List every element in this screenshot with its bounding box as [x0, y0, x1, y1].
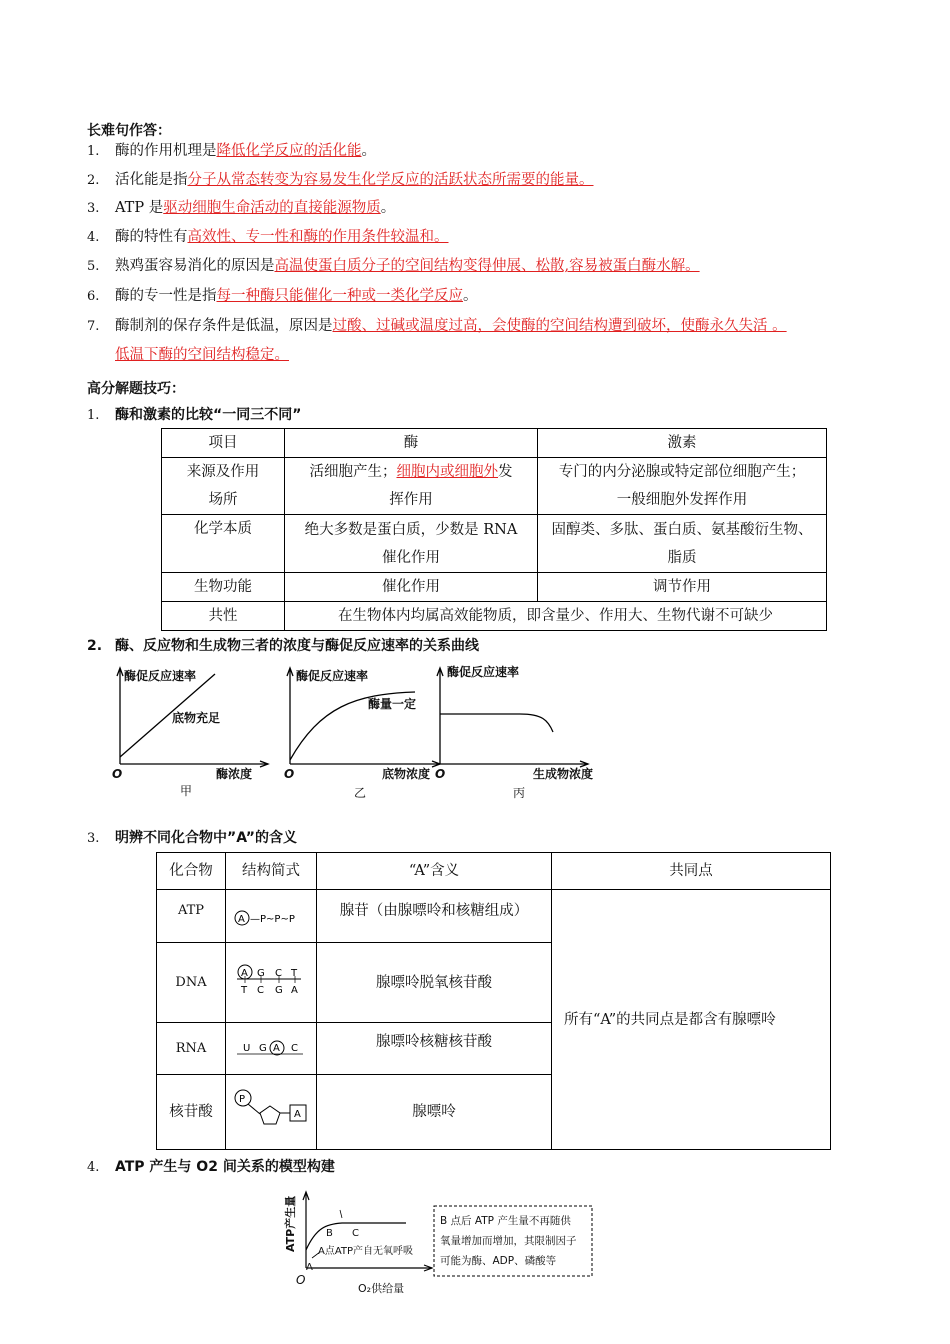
common-point-cell: 所有“A”的共同点是都含有腺嘌呤 — [552, 890, 831, 1150]
list-item: 2. 活化能是指分子从常态转变为容易发生化学反应的活跃状态所需要的能量。 — [87, 172, 594, 188]
point-c: C — [352, 1228, 359, 1239]
table-cell: 化学本质 — [162, 515, 285, 573]
atp-o2-figure — [282, 1188, 602, 1300]
graph3-origin: O — [435, 767, 446, 781]
svg-text:G: G — [259, 1043, 267, 1054]
svg-text:T: T — [241, 985, 248, 996]
table-cell: 专门的内分泌腺或特定部位细胞产生； 一般细胞外发挥作用 — [538, 458, 827, 515]
table-cell: 绝大多数是蛋白质，少数是 RNA 催化作用 — [285, 515, 538, 573]
section-heading-long-answer: 长难句作答： — [87, 123, 171, 139]
svg-text:U: U — [243, 1043, 251, 1054]
svg-text:A: A — [238, 913, 245, 925]
svg-text:T: T — [291, 968, 298, 979]
table-cell: 腺苷（由腺嘌呤和核糖组成） — [317, 890, 552, 943]
y-label: ATP产生量 — [284, 1195, 297, 1252]
graph2-note: 酶量一定 — [368, 697, 417, 711]
table-cell: 腺嘌呤脱氧核苷酸 — [317, 943, 552, 1023]
table-cell: 生物功能 — [162, 573, 285, 602]
rate-curves-figure — [110, 662, 610, 802]
list-item: 6. 酶的专一性是指每一种酶只能催化一种或一类化学反应。 — [87, 288, 478, 304]
subheading-3: 3. 明辨不同化合物中”A”的含义 — [87, 830, 297, 846]
table-header: 化合物 — [157, 853, 226, 890]
table-cell: 固醇类、多肽、蛋白质、氨基酸衍生物、 脂质 — [538, 515, 827, 573]
subheading-2: 2. 酶、反应物和生成物三者的浓度与酶促反应速率的关系曲线 — [87, 638, 479, 654]
nucleotide-structure — [226, 1075, 317, 1150]
rna-structure — [226, 1023, 317, 1075]
table-header: 项目 — [162, 429, 285, 458]
svg-text:A: A — [294, 1108, 301, 1120]
graph1-origin: O — [112, 767, 123, 781]
svg-text:G: G — [275, 985, 283, 996]
note-line: 氧量增加而增加，其限制因子 — [440, 1235, 577, 1247]
point-a: A — [306, 1262, 313, 1273]
section-heading-tips: 高分解题技巧： — [87, 381, 185, 397]
point-b: B — [326, 1228, 333, 1239]
list-item: 1. 酶的作用机理是降低化学反应的活化能。 — [87, 143, 376, 159]
list-item: 5. 熟鸡蛋容易消化的原因是高温使蛋白质分子的空间结构变得伸展、松散,容易被蛋白酶水解。 — [87, 258, 700, 274]
svg-text:C: C — [291, 1043, 298, 1054]
table-cell: 催化作用 — [285, 573, 538, 602]
table-cell: 调节作用 — [538, 573, 827, 602]
table-header: 激素 — [538, 429, 827, 458]
table-cell: ATP — [157, 890, 226, 943]
svg-text:—P~P~P: —P~P~P — [250, 913, 295, 925]
graph1-ylabel: 酶促反应速率 — [124, 669, 197, 683]
table-cell: 腺嘌呤 — [317, 1075, 552, 1150]
origin: O — [296, 1273, 306, 1287]
svg-text:C: C — [257, 985, 264, 996]
inhibition-curve — [440, 714, 553, 732]
graph1-caption: 甲 — [180, 784, 193, 798]
graph1-note: 底物充足 — [172, 711, 221, 725]
a-note: A点ATP产自无氧呼吸 — [318, 1246, 414, 1257]
x-label: O₂供给量 — [358, 1282, 405, 1295]
graph2-xlabel: 底物浓度 — [382, 767, 431, 781]
table-header: 共同点 — [552, 853, 831, 890]
svg-text:A: A — [241, 968, 248, 979]
graph3-ylabel: 酶促反应速率 — [447, 665, 520, 679]
enzyme-hormone-table — [161, 428, 827, 631]
list-item: 4. 酶的特性有高效性、专一性和酶的作用条件较温和。 — [87, 229, 449, 245]
compound-a-table — [156, 852, 831, 1150]
table-header: “A”含义 — [317, 853, 552, 890]
subheading-4: 4. ATP 产生与 O2 间关系的模型构建 — [87, 1159, 335, 1175]
graph3-caption: 丙 — [513, 786, 526, 800]
table-cell: RNA — [157, 1023, 226, 1075]
table-header: 结构简式 — [226, 853, 317, 890]
table-cell: 来源及作用 场所 — [162, 458, 285, 515]
graph2-caption: 乙 — [354, 786, 367, 800]
list-item: 3. ATP 是驱动细胞生命活动的直接能源物质。 — [87, 200, 396, 216]
svg-text:A: A — [291, 985, 298, 996]
table-cell: 在生物体内均属高效能物质，即含量少、作用大、生物代谢不可缺少 — [285, 602, 827, 631]
graph1-xlabel: 酶浓度 — [216, 767, 253, 781]
subheading-1: 1. 酶和激素的比较“一同三不同” — [87, 407, 302, 423]
graph2-ylabel: 酶促反应速率 — [296, 669, 369, 683]
svg-text:P: P — [239, 1093, 246, 1105]
list-item-continuation: 低温下酶的空间结构稳定。 — [115, 347, 289, 363]
table-header: 酶 — [285, 429, 538, 458]
table-cell: 活细胞产生；细胞内或细胞外发 挥作用 — [285, 458, 538, 515]
svg-text:C: C — [275, 968, 282, 979]
table-cell: 核苷酸 — [157, 1075, 226, 1150]
table-cell: 腺嘌呤核糖核苷酸 — [317, 1023, 552, 1075]
graph2-origin: O — [284, 767, 295, 781]
atp-structure — [226, 890, 317, 943]
table-cell: DNA — [157, 943, 226, 1023]
graph3-xlabel: 生成物浓度 — [533, 767, 594, 781]
svg-text:G: G — [257, 968, 265, 979]
svg-text:A: A — [273, 1043, 280, 1054]
table-cell: 共性 — [162, 602, 285, 631]
dna-structure — [226, 943, 317, 1023]
note-line: B 点后 ATP 产生量不再随供 — [440, 1215, 571, 1227]
list-item: 7. 酶制剂的保存条件是低温，原因是过酸、过碱或温度过高，会使酶的空间结构遭到破坏，使酶永久失活 。 — [87, 318, 787, 334]
note-line: 可能为酶、ADP、磷酸等 — [440, 1255, 557, 1267]
